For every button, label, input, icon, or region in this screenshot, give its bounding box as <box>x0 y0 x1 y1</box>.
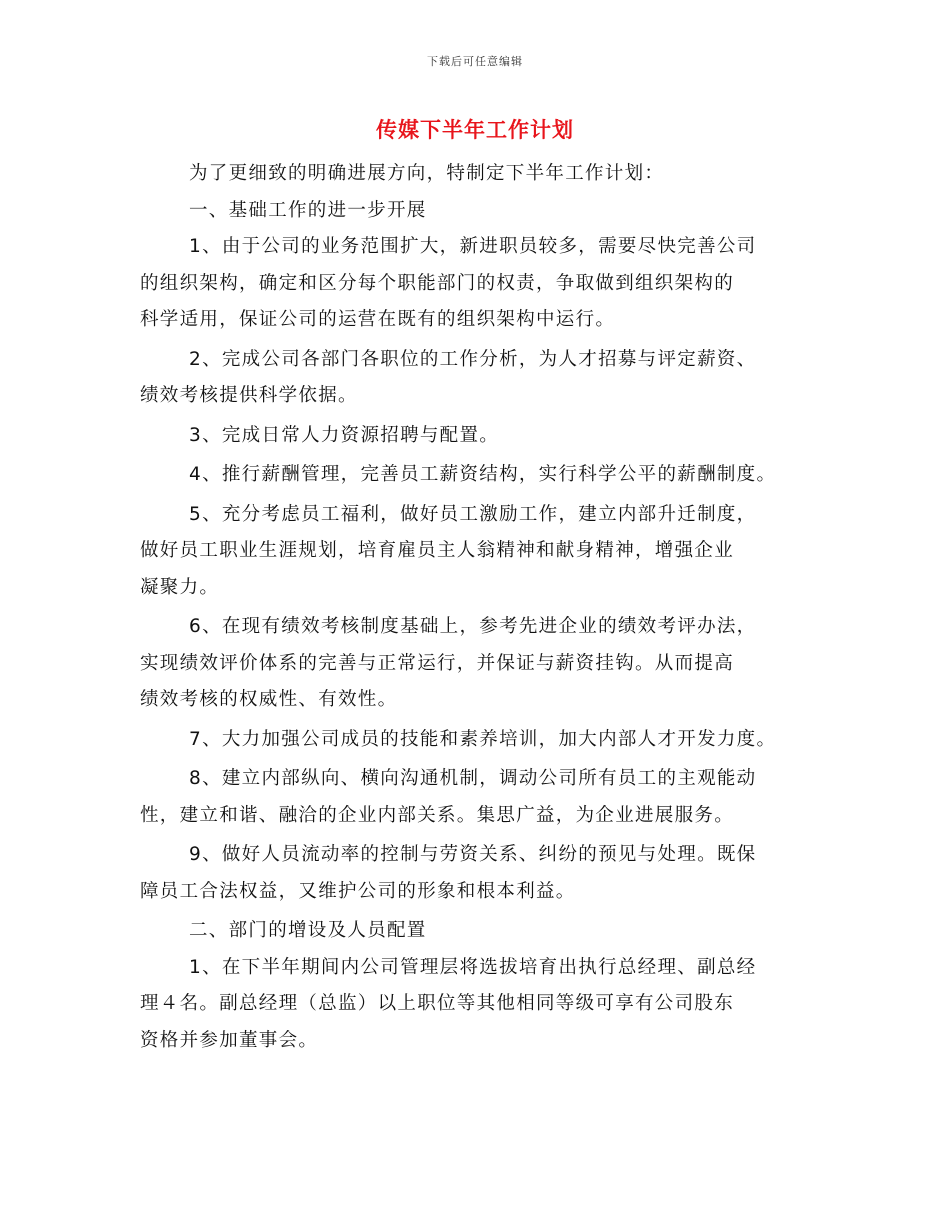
paragraph-line: 障员工合法权益，又维护公司的形象和根本利益。 <box>140 880 576 902</box>
paragraph-line: 资格并参加董事会。 <box>140 1029 319 1051</box>
document-title: 传媒下半年工作计划 <box>376 118 574 142</box>
document-body <box>140 156 840 1059</box>
paragraph-line: 6、在现有绩效考核制度基础上，参考先进企业的绩效考评办法， <box>189 616 757 637</box>
paragraph-line: 绩效考核提供科学依据。 <box>140 385 358 406</box>
paragraph-line: 1、由于公司的业务范围扩大，新进职员较多，需要尽快完善公司 <box>189 236 757 257</box>
paragraph-line: 3、完成日常人力资源招聘与配置。 <box>189 424 500 446</box>
paragraph-line: 7、大力加强公司成员的技能和素养培训，加大内部人才开发力度。 <box>189 728 777 750</box>
paragraph-line: 科学适用，保证公司的运营在既有的组织架构中运行。 <box>140 309 616 330</box>
paragraph-line: 1、在下半年期间内公司管理层将选拔培育出执行总经理、副总经 <box>189 956 757 978</box>
paragraph-line: 9、做好人员流动率的控制与劳资关系、纠纷的预见与处理。既保 <box>189 844 757 865</box>
paragraph-line: 性，建立和谐、融洽的企业内部关系。集思广益，为企业进展服务。 <box>140 804 735 826</box>
page-header: 下载后可任意编辑 <box>427 55 523 68</box>
paragraph-line: 理４名。副总经理（总监）以上职位等其他相同等级可享有公司股东 <box>140 993 735 1014</box>
paragraph-line: 8、建立内部纵向、横向沟通机制，调动公司所有员工的主观能动 <box>189 768 757 789</box>
intro-paragraph: 为了更细致的明确进展方向，特制定下半年工作计划： <box>189 163 665 184</box>
paragraph-line: 绩效考核的权威性、有效性。 <box>140 689 398 710</box>
paragraph-line: 实现绩效评价体系的完善与正常运行，并保证与薪资挂钩。从而提高 <box>140 652 735 674</box>
section-heading-1: 一、基础工作的进一步开展 <box>189 199 427 221</box>
section-heading-2: 二、部门的增设及人员配置 <box>189 920 427 941</box>
paragraph-line: 做好员工职业生涯规划，培育雇员主人翁精神和献身精神，增强企业 <box>140 540 735 561</box>
paragraph-line: 4、推行薪酬管理，完善员工薪资结构，实行科学公平的薪酬制度。 <box>189 464 777 485</box>
paragraph-line: 5、充分考虑员工福利，做好员工激励工作，建立内部升迁制度， <box>189 503 757 525</box>
paragraph-line: 凝聚力。 <box>140 576 220 598</box>
paragraph-line: 2、完成公司各部门各职位的工作分析，为人才招募与评定薪资、 <box>189 348 757 370</box>
paragraph-line: 的组织架构，确定和区分每个职能部门的权责，争取做到组织架构的 <box>140 272 735 294</box>
